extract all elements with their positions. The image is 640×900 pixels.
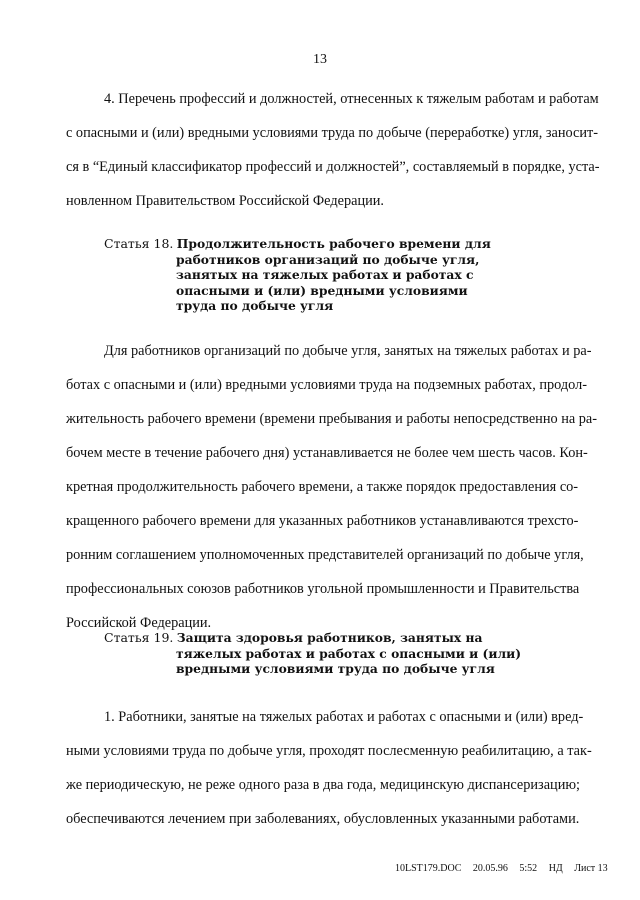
page-number: 13	[313, 52, 327, 67]
paragraph-line: Российской Федерации.	[66, 615, 212, 631]
paragraph-line: новленном Правительством Российской Федерации.	[66, 193, 384, 209]
paragraph-line: ся в “Единый классификатор профессий и должностей”, составляемый в порядке, уста-	[66, 159, 600, 175]
article-18-heading	[104, 236, 491, 314]
article-title-line: Защита здоровья работников, занятых на	[176, 630, 483, 645]
page-footer	[395, 863, 617, 874]
paragraph-line: ронним соглашением уполномоченных представителей организаций по добыче угля,	[66, 547, 584, 563]
footer-date: 20.05.96	[472, 863, 508, 874]
paragraph-line: с опасными и (или) вредными условиями труда по добыче (переработке) угля, заносит-	[66, 125, 598, 141]
article-title-line: работников организаций по добыче угля,	[176, 251, 480, 267]
paragraph-line: ными условиями труда по добыче угля, проходят послесменную реабилитацию, а так-	[66, 743, 592, 759]
paragraph-line: ботах с опасными и (или) вредными условиями труда на подземных работах, продол-	[66, 377, 588, 393]
footer-sheet: Лист 13	[574, 863, 608, 874]
footer-filename: 10LST179.DOC	[395, 863, 462, 874]
article-title-line: опасными и (или) вредными условиями	[176, 282, 468, 298]
article-title-line: труда по добыче угля	[176, 298, 334, 313]
footer-time: 5:52	[519, 863, 538, 874]
article-prefix: Статья 18.	[104, 236, 174, 251]
paragraph-line: жительность рабочего времени (времени пребывания и работы непосредственно на ра-	[66, 411, 598, 427]
article-title-line: занятых на тяжелых работах и работах с	[176, 267, 474, 282]
paragraph-line: Для работников организаций по добыче угля, занятых на тяжелых работах и ра-	[104, 343, 592, 359]
article-title-line: Продолжительность рабочего времени для	[176, 236, 491, 251]
paragraph-line: бочем месте в течение рабочего дня) устанавливается не более чем шесть часов. Кон-	[66, 445, 588, 461]
paragraph-line: обеспечиваются лечением при заболеваниях, обусловленных указанными работами.	[66, 811, 580, 827]
paragraph-line: же периодическую, не реже одного раза в два года, медицинскую диспансеризацию;	[66, 777, 581, 793]
paragraph-line: кращенного рабочего времени для указанных работников устанавливаются трехсто-	[66, 513, 579, 529]
article-title-line: вредными условиями труда по добыче угля	[176, 661, 495, 676]
paragraph-line: кретная продолжительность рабочего времени, а также порядок предоставления со-	[66, 479, 579, 495]
paragraph-line: профессиональных союзов работников угольной промышленности и Правительства	[66, 581, 580, 597]
article-prefix: Статья 19.	[104, 630, 174, 645]
paragraph-line: 1. Работники, занятые на тяжелых работах и работах с опасными и (или) вред-	[104, 709, 584, 725]
paragraph-line: 4. Перечень профессий и должностей, отнесенных к тяжелым работам и работам	[104, 91, 599, 107]
article-19-heading	[104, 630, 521, 677]
article-title-line: тяжелых работах и работах с опасными и (или)	[176, 645, 522, 661]
footer-initials: НД	[548, 863, 563, 874]
